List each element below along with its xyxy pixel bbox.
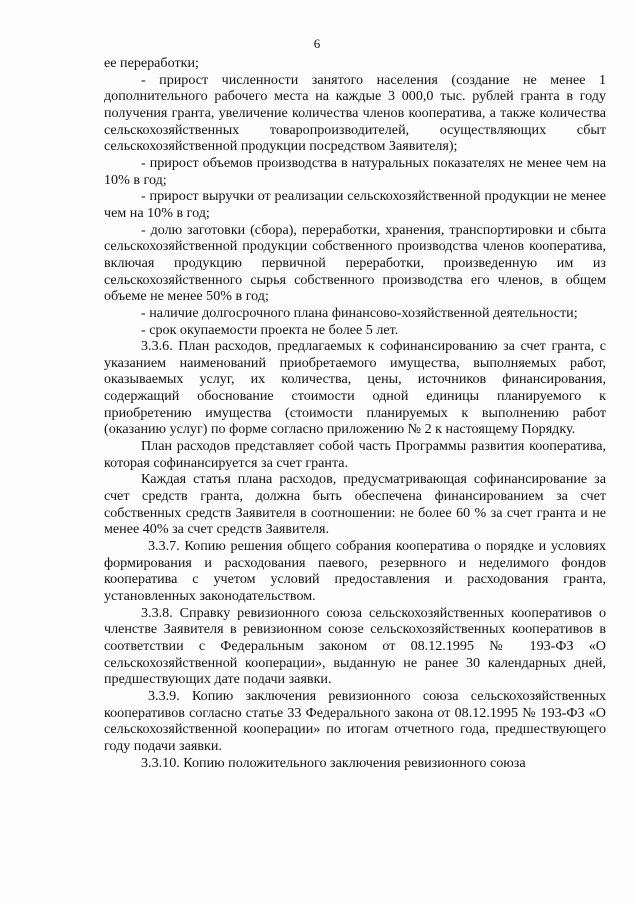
- paragraph-continuation: ее переработки;: [104, 55, 199, 71]
- paragraph-3-3-8: 3.3.8. Справку ревизионного союза сельскохозяйственных кооперативов о членстве Заявителя в ревизионном союзе сельскохозяйственных кооперативов в соответствии с Федеральным законом от 08.12.1995 № 193-ФЗ «О сельскохозяйственной кооперации», выданную не ранее 30 календарных дней, предшествующих дате подачи заявки.: [104, 604, 606, 688]
- paragraph-3-3-6: 3.3.6. План расходов, предлагаемых к софинансированию за счет гранта, с указанием наименований приобретаемого имущества, выполняемых работ, оказываемых услуг, их количества, цены, источников финансирования, содержащий обоснование стоимости одной единицы планируемого к приобретению имущества (стоимости планируемых к выполнению работ (оказанию услуг) по форме согласно приложению № 2 к настоящему Порядку.: [104, 338, 606, 438]
- paragraph-3-3-10: 3.3.10. Копию положительного заключения ревизионного союза: [141, 754, 526, 771]
- paragraph-payback-period: - срок окупаемости проекта не более 5 лет.: [141, 321, 399, 338]
- paragraph-long-term-plan: - наличие долгосрочного плана финансово-хозяйственной деятельности;: [141, 304, 578, 321]
- page-number: 6: [313, 36, 321, 51]
- paragraph-3-3-7: 3.3.7. Копию решения общего собрания кооператива о порядке и условиях формирования и расходования паевого, резервного и неделимого фондов кооператива с учетом условий предоставления и расходования гранта, установленных законодательством.: [104, 538, 606, 604]
- paragraph-revenue-growth: - прирост выручки от реализации сельскохозяйственной продукции не менее чем на 10% в год;: [104, 188, 606, 221]
- paragraph-cofinancing: Каждая статья плана расходов, предусматривающая софинансирование за счет средств гранта, должна быть обеспечена финансированием за счет собственных средств Заявителя в соотношении: не более 60 % за счет гранта и не менее 40% за счет средств Заявителя.: [104, 471, 606, 538]
- paragraph-procurement-share: - долю заготовки (сбора), переработки, хранения, транспортировки и сбыта сельскохозяйственной продукции собственного производства членов кооператива, включая продукцию первичной переработки, произведенную им из сельскохозяйственного сырья собственного производства его членов, в общем объеме не менее 50% в год;: [104, 221, 606, 305]
- paragraph-employment-growth: - прирост численности занятого населения (создание не менее 1 дополнительного рабочего места на каждые 3 000,0 тыс. рублей гранта в году получения гранта, увеличение количества членов кооператива, а также количества сельскохозяйственных товаропроизводителей, осуществляющих сбыт сельскохозяйственной продукции посредством Заявителя);: [104, 71, 606, 155]
- paragraph-production-growth: - прирост объемов производства в натуральных показателях не менее чем на 10% в год;: [104, 154, 606, 188]
- paragraph-expense-plan: План расходов представляет собой часть Программы развития кооператива, которая софинансируется за счет гранта.: [104, 438, 606, 471]
- document-body: [104, 55, 606, 771]
- paragraph-3-3-9: 3.3.9. Копию заключения ревизионного союза сельскохозяйственных кооперативов согласно статье 33 Федерального закона от 08.12.1995 № 193-ФЗ «О сельскохозяйственной кооперации» по итогам отчетного года, предшествующего году подачи заявки.: [104, 687, 606, 754]
